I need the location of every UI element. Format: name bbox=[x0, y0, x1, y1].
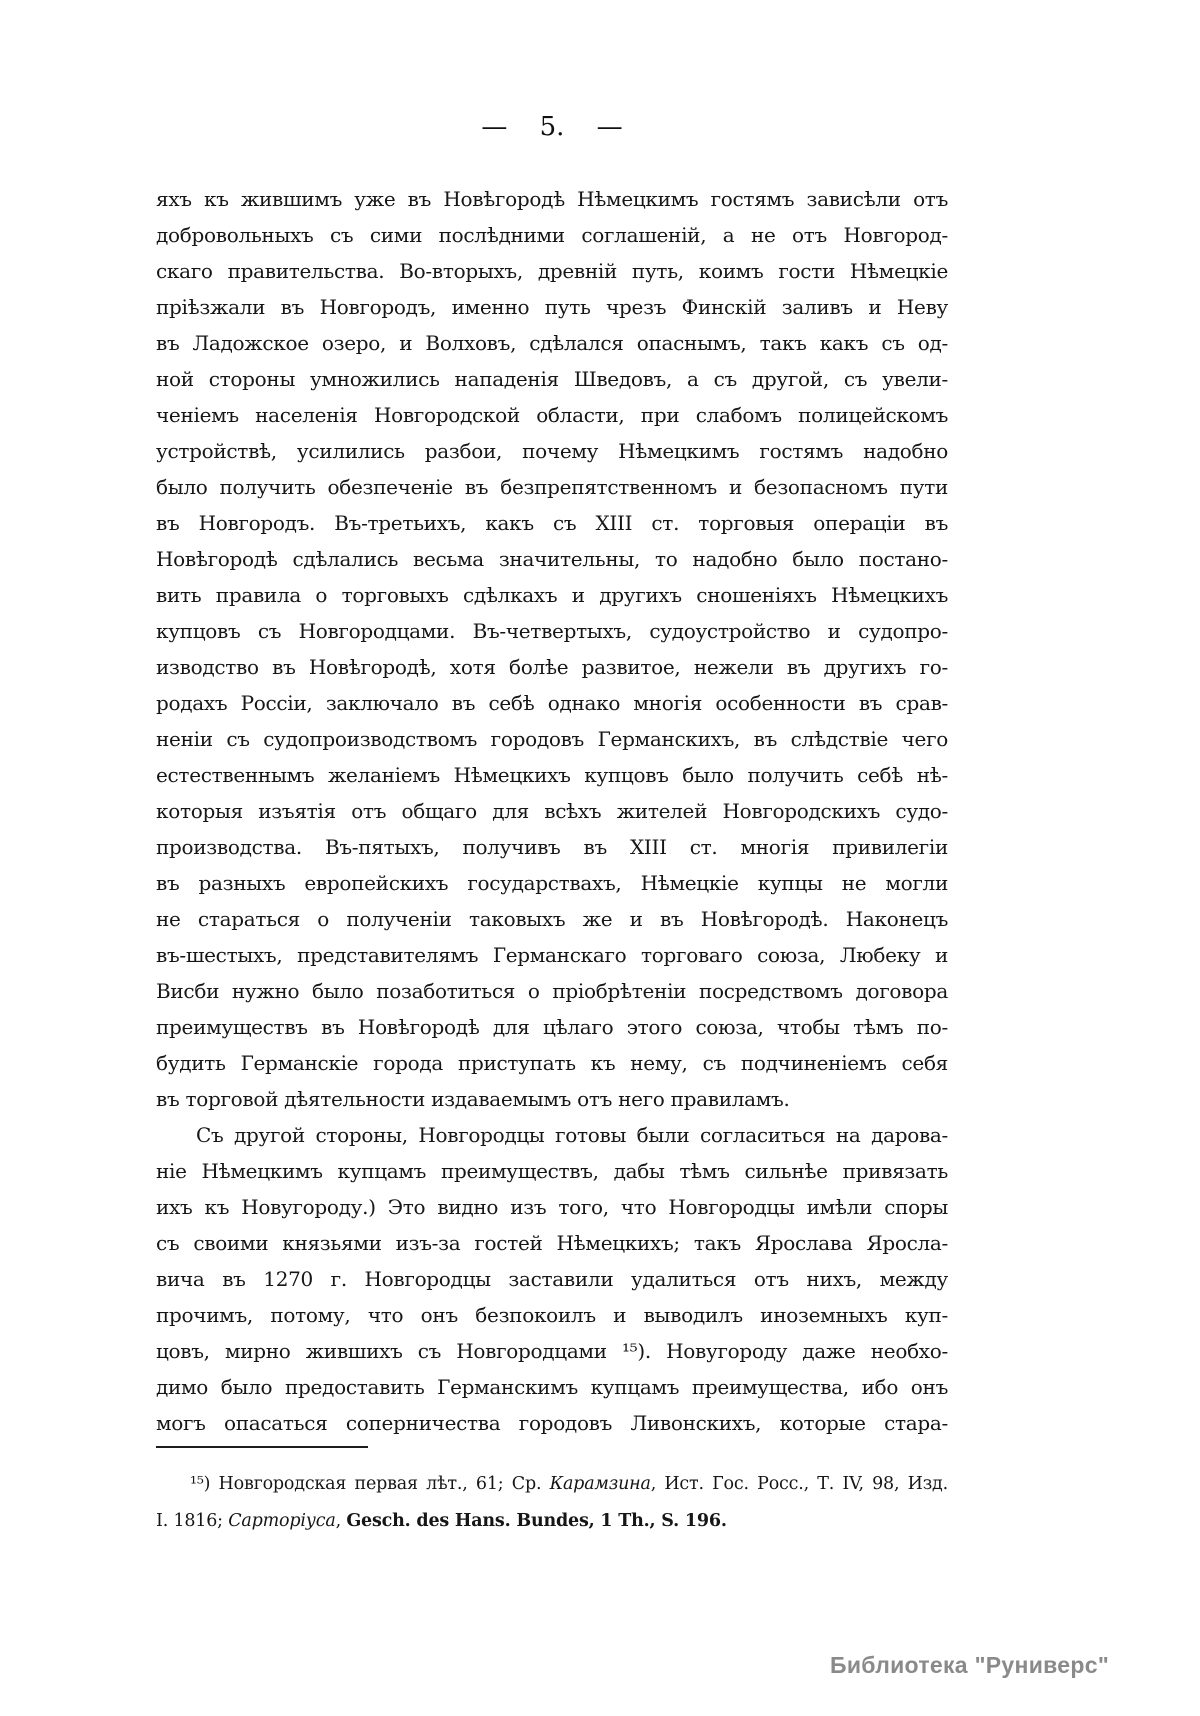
text-line: Съ другой стороны, Новгородцы готовы были согласиться на дарова- bbox=[196, 1123, 948, 1147]
text-line: пріѣзжали въ Новгородъ, именно путь чрезъ Финскій заливъ и Неву bbox=[156, 295, 948, 319]
paragraph-second bbox=[156, 1117, 948, 1441]
library-watermark: Библиотека "Руниверс" bbox=[830, 1652, 1110, 1678]
text-line: могъ опасаться соперничества городовъ Ливонскихъ, которые стара- bbox=[156, 1411, 948, 1435]
footnote-text: I. 1816; bbox=[156, 1511, 229, 1531]
text-line: ніе Нѣмецкимъ купцамъ преимуществъ, дабы тѣмъ сильнѣе привязать bbox=[156, 1159, 948, 1183]
text-line: неніи съ судопроизводствомъ городовъ Германскихъ, въ слѣдствіе чего bbox=[156, 727, 948, 751]
text-line: цовъ, мирно жившихъ съ Новгородцами ¹⁵). Новугороду даже необхо- bbox=[156, 1339, 948, 1363]
text-line: естественнымъ желаніемъ Нѣмецкихъ купцовъ было получить себѣ нѣ- bbox=[156, 763, 948, 787]
footnote-line bbox=[156, 1466, 948, 1503]
footnote-text: , bbox=[335, 1511, 347, 1531]
text-line: ихъ къ Новугороду.) Это видно изъ того, что Новгородцы имѣли споры bbox=[156, 1195, 948, 1219]
text-line: было получить обезпеченіе въ безпрепятственномъ и безопасномъ пути bbox=[156, 475, 948, 499]
footnote-citation-bold: Gesch. des Hans. Bundes, 1 Th., S. 196. bbox=[346, 1511, 727, 1531]
text-line: Висби нужно было позаботиться о пріобрѣтеніи посредствомъ договора bbox=[156, 979, 948, 1003]
page-number: — 5. — bbox=[481, 112, 623, 142]
text-line: въ разныхъ европейскихъ государствахъ, Нѣмецкіе купцы не могли bbox=[156, 871, 948, 895]
text-line: димо было предоставить Германскимъ купцамъ преимущества, ибо онъ bbox=[156, 1375, 948, 1399]
text-line: изводство въ Новѣгородѣ, хотя болѣе развитое, нежели въ другихъ го- bbox=[156, 655, 948, 679]
footnote-text: , Ист. Гос. Росс., Т. IV, 98, Изд. bbox=[650, 1474, 948, 1494]
text-line: въ Новгородъ. Въ-третьихъ, какъ съ XIII ст. торговыя операціи въ bbox=[156, 511, 948, 535]
text-line: вича въ 1270 г. Новгородцы заставили удалиться отъ нихъ, между bbox=[156, 1267, 948, 1291]
text-line: въ-шестыхъ, представителямъ Германскаго торговаго союза, Любеку и bbox=[156, 943, 948, 967]
text-line: Новѣгородѣ сдѣлались весьма значительны, то надобно было постано- bbox=[156, 547, 948, 571]
text-line: которыя изъятія отъ общаго для всѣхъ жителей Новгородскихъ судо- bbox=[156, 799, 948, 823]
text-line: скаго правительства. Во-вторыхъ, древній путь, коимъ гости Нѣмецкіе bbox=[156, 259, 948, 283]
text-line: прочимъ, потому, что онъ безпокоилъ и выводилъ иноземныхъ куп- bbox=[156, 1303, 948, 1327]
text-line: вить правила о торговыхъ сдѣлкахъ и другихъ сношеніяхъ Нѣмецкихъ bbox=[156, 583, 948, 607]
footnote-text: ¹⁵) Новгородская первая лѣт., 61; Ср. bbox=[190, 1474, 550, 1494]
footnote-author-italic: Сарторіуса bbox=[228, 1511, 336, 1531]
text-line: ной стороны умножились нападенія Шведовъ, а съ другой, съ увели- bbox=[156, 367, 948, 391]
text-line: яхъ къ жившимъ уже въ Новѣгородѣ Нѣмецкимъ гостямъ зависѣли отъ bbox=[156, 187, 948, 211]
text-line: устройствѣ, усилились разбои, почему Нѣмецкимъ гостямъ надобно bbox=[156, 439, 948, 463]
text-line: производства. Въ-пятыхъ, получивъ въ XIII ст. многія привилегіи bbox=[156, 835, 948, 859]
footnote bbox=[156, 1466, 948, 1540]
text-line: не стараться о полученіи таковыхъ же и въ Новѣгородѣ. Наконецъ bbox=[156, 907, 948, 931]
text-line: купцовъ съ Новгородцами. Въ-четвертыхъ, судоустройство и судопро- bbox=[156, 619, 948, 643]
text-line: въ торговой дѣятельности издаваемымъ отъ него правиламъ. bbox=[156, 1087, 790, 1111]
text-line: будить Германскіе города приступать къ нему, съ подчиненіемъ себя bbox=[156, 1051, 948, 1075]
text-line: преимуществъ въ Новѣгородѣ для цѣлаго этого союза, чтобы тѣмъ по- bbox=[156, 1015, 948, 1039]
footnote-line bbox=[156, 1503, 948, 1540]
text-line: въ Ладожское озеро, и Волховъ, сдѣлался опаснымъ, такъ какъ съ од- bbox=[156, 331, 948, 355]
paragraph-continuation bbox=[156, 181, 948, 1117]
text-line: добровольныхъ съ сими послѣдними соглашеній, а не отъ Новгород- bbox=[156, 223, 948, 247]
text-line: съ своими князьями изъ-за гостей Нѣмецкихъ; такъ Ярослава Яросла- bbox=[156, 1231, 948, 1255]
page-body bbox=[156, 181, 948, 1441]
text-line: ченіемъ населенія Новгородской области, при слабомъ полицейскомъ bbox=[156, 403, 948, 427]
footnote-divider bbox=[156, 1446, 368, 1448]
footnote-author-italic: Карамзина bbox=[549, 1474, 651, 1494]
text-line: родахъ Россіи, заключало въ себѣ однако многія особенности въ срав- bbox=[156, 691, 948, 715]
